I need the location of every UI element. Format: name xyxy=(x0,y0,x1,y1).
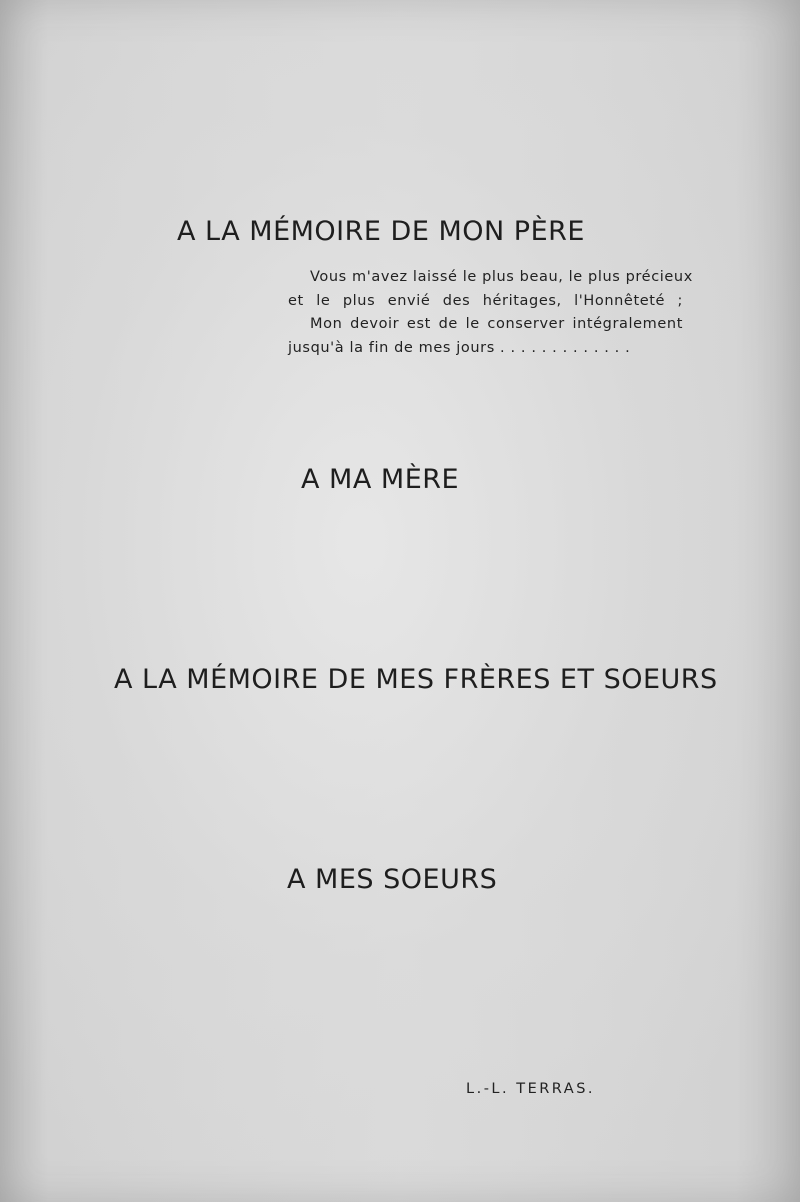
epigraph-line: Mon devoir est de le conserver intégralement xyxy=(310,316,683,332)
epigraph-line: et le plus envié des héritages, l'Honnêteté ; xyxy=(288,292,683,309)
epigraph-block xyxy=(288,266,693,360)
dedication-sisters-heading: A MES SOEURS xyxy=(287,864,498,895)
author-signature: L.-L. TERRAS. xyxy=(466,1081,596,1097)
dedication-siblings-heading: A LA MÉMOIRE DE MES FRÈRES ET SOEURS xyxy=(114,664,718,695)
dedication-mother-heading: A MA MÈRE xyxy=(301,464,460,495)
epigraph-line: Vous m'avez laissé le plus beau, le plus précieux xyxy=(310,269,693,285)
epigraph-line: jusqu'à la fin de mes jours . . . . . . . . . . . . . xyxy=(288,339,631,356)
dedication-father-heading: A LA MÉMOIRE DE MON PÈRE xyxy=(177,216,585,247)
